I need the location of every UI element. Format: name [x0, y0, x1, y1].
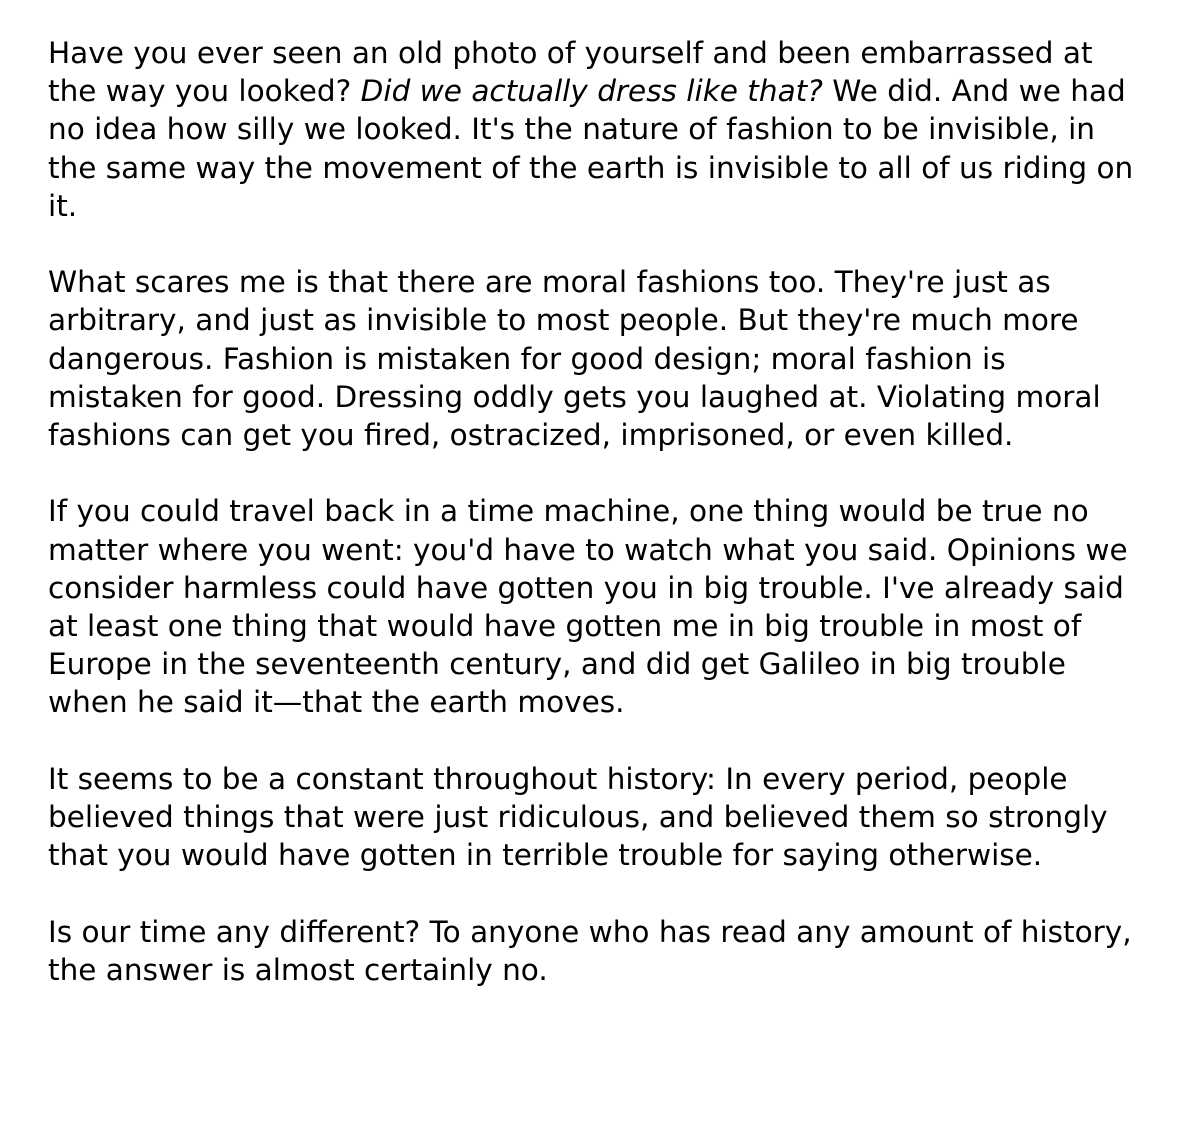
- paragraph-1-text-end: We did. And we had no idea how silly we looked. It's the nature of fashion to be invisible, in the same way the movement of the earth is invisible to all of us riding on it.: [48, 74, 1134, 223]
- paragraph-3: If you could travel back in a time machine, one thing would be true no matter where you went: you'd have to watch what you said. Opinions we consider harmless could have gotten you in big trouble. I've already said at least one thing that would have gotten me in big trouble in most of Europe in the seventeenth century, and did get Galileo in big trouble when he said it—that the earth moves.: [48, 494, 1128, 720]
- paragraph-2: What scares me is that there are moral fashions too. They're just as arbitrary, and just as invisible to most people. But they're much more dangerous. Fashion is mistaken for good design; moral fashion is mistaken for good. Dressing oddly gets you laughed at. Violating moral fashions can get you fired, ostracized, imprisoned, or even killed.: [48, 265, 1101, 453]
- paragraph-4: It seems to be a constant throughout history: In every period, people believed things that were just ridiculous, and believed them so strongly that you would have gotten in terrible trouble for saying otherwise.: [48, 761, 1108, 873]
- paragraph-5: Is our time any different? To anyone who has read any amount of history, the answer is almost certainly no.: [48, 914, 1132, 987]
- paragraph-1-italic-question: Did we actually dress like that?: [360, 74, 823, 109]
- paragraph-1-text-start: Have you ever seen an old photo of yourself and been embarrassed at the way you looked?: [48, 36, 1093, 109]
- paragraph-1: [48, 34, 1138, 225]
